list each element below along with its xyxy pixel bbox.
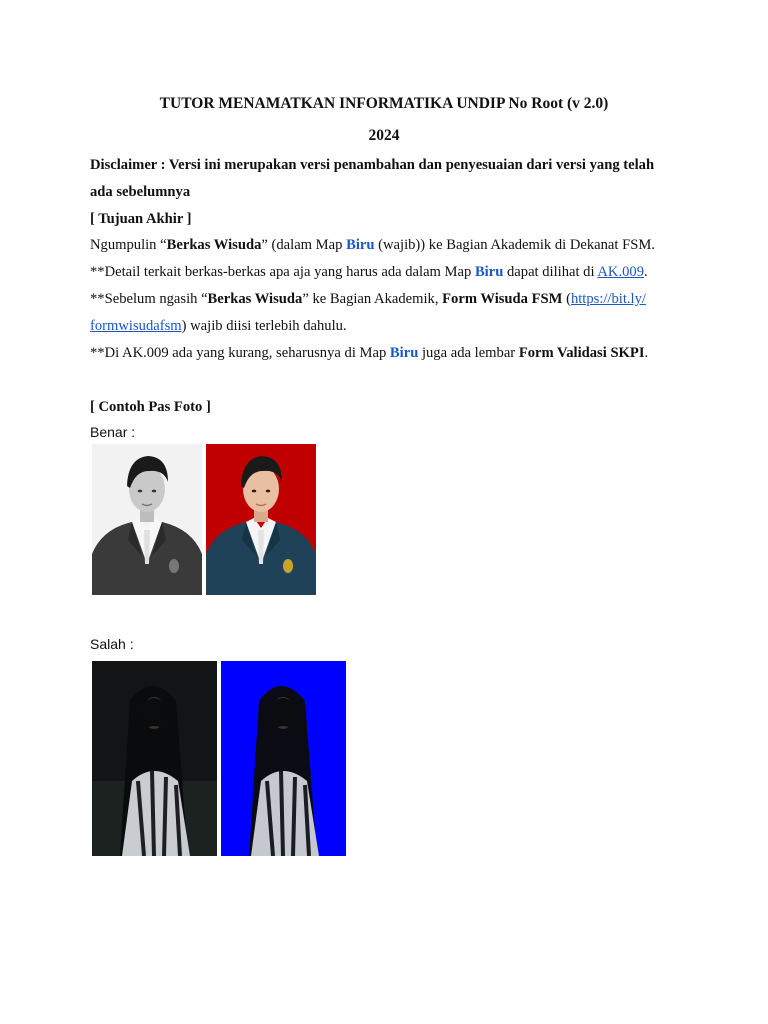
biru-text: Biru (389, 345, 419, 361)
text-run: Ngumpulin “ (90, 237, 167, 253)
text-run: ) wajib diisi terlebih dahulu. (181, 318, 347, 334)
text-run: dapat dilihat di (503, 264, 598, 280)
correct-photo-red-background (206, 444, 316, 595)
text-run: . (644, 345, 649, 361)
text-run: juga ada lembar (418, 345, 519, 361)
disclaimer-line-1: Disclaimer : Versi ini merupakan versi penambahan dan penyesuaian dari versi yang telah (90, 157, 655, 173)
benar-label: Benar : (90, 424, 136, 440)
document-title: TUTOR MENAMATKAN INFORMATIKA UNDIP No Root (v 2.0) (159, 95, 609, 112)
tujuan-heading: [ Tujuan Akhir ] (90, 211, 192, 227)
wrong-photo-dark-background (92, 661, 217, 856)
text-run: **Detail terkait berkas-berkas apa aja yang harus ada dalam Map (90, 264, 475, 280)
form-wisuda-text: Form Wisuda FSM (442, 291, 563, 307)
pas-foto-heading: [ Contoh Pas Foto ] (90, 399, 211, 415)
text-run: ” (dalam Map (261, 237, 347, 253)
berkas-wisuda-text: Berkas Wisuda (166, 237, 262, 253)
berkas-wisuda-text: Berkas Wisuda (207, 291, 303, 307)
tujuan-paragraph-3-line-1 (90, 289, 690, 309)
form-wisuda-link[interactable]: https://bit.ly/ (570, 291, 646, 307)
form-wisuda-link-continued[interactable]: formwisudafsm (90, 318, 182, 334)
text-run: . (644, 264, 648, 280)
biru-text: Biru (474, 264, 504, 280)
salah-label: Salah : (90, 636, 134, 652)
tujuan-paragraph-3-line-2 (90, 316, 690, 336)
text-run: **Di AK.009 ada yang kurang, seharusnya di Map (90, 345, 390, 361)
text-run: (wajib)) ke Bagian Akademik di Dekanat FSM. (374, 237, 655, 253)
tujuan-paragraph-2 (90, 262, 690, 282)
form-validasi-skpi-text: Form Validasi SKPI (518, 345, 645, 361)
tujuan-paragraph-4 (90, 343, 690, 363)
text-run: ” ke Bagian Akademik, (302, 291, 443, 307)
text-run: ( (562, 291, 571, 307)
ak009-link[interactable]: AK.009 (597, 264, 645, 280)
disclaimer-line-2: ada sebelumnya (90, 184, 191, 200)
tujuan-paragraph-1 (90, 235, 690, 255)
document-year: 2024 (368, 127, 400, 144)
wrong-photo-blue-background (221, 661, 346, 856)
correct-photo-grayscale (92, 444, 202, 595)
biru-text: Biru (346, 237, 375, 253)
text-run: **Sebelum ngasih “ (90, 291, 208, 307)
